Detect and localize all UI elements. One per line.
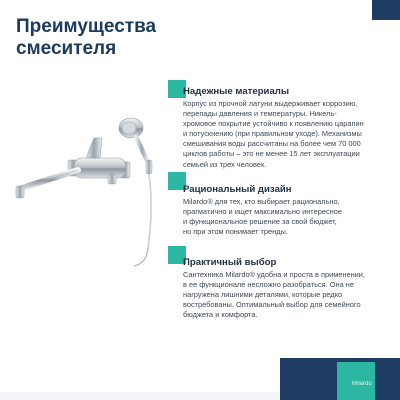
watermark: Milardo (352, 381, 372, 387)
text-line: востребованы. Оптимальный выбор для семейного (183, 300, 361, 310)
text-line: циклов работы – это не менее 15 лет эксплуатации (183, 149, 360, 159)
section-text (183, 99, 388, 170)
section-design (183, 184, 388, 237)
text-line: семьей из трех человек. (183, 159, 267, 169)
section-materials (183, 86, 388, 170)
page-title-line2: смесителя (16, 38, 117, 59)
text-line: в ее функционале несложно разобраться. Она не (183, 280, 354, 290)
text-line: хромовое покрытие устойчиво к появлению царапин (183, 119, 364, 129)
text-line: но при этом понимает тренды. (183, 227, 288, 237)
text-line: бюджета и комфорта. (183, 310, 258, 320)
section-heading: Практичный выбор (183, 257, 277, 268)
text-line: и потускнению (при правильном уходе). Механизмы (183, 129, 362, 139)
section-heading: Рациональный дизайн (183, 184, 292, 195)
text-line: Сантехника Milardo® удобна и проста в применении, (183, 270, 365, 279)
section-heading: Надежные материалы (183, 86, 290, 97)
faucet-image (8, 108, 178, 278)
text-line: и функциональное решение за свой бюджет, (183, 217, 337, 227)
bottom-band (0, 392, 280, 400)
section-text (183, 270, 388, 320)
text-line: перепады давления и температуры. Никель- (183, 109, 337, 119)
section-text (183, 197, 388, 237)
text-line: Корпус из прочной латуни выдерживает коррозию, (183, 99, 358, 108)
corner-decoration (372, 0, 400, 20)
page-title (16, 16, 216, 60)
section-practical (183, 257, 388, 320)
text-line: Milardo® для тех, кто выбирает рационально, (183, 197, 340, 206)
text-line: прагматично и ищет максимально интересное (183, 207, 342, 217)
text-line: нагружена лишними деталями, которые редко (183, 290, 343, 300)
text-line: смешивания воды рассчитаны на более чем 70 000 (183, 139, 361, 149)
page-title-line1: Преимущества (16, 16, 157, 37)
